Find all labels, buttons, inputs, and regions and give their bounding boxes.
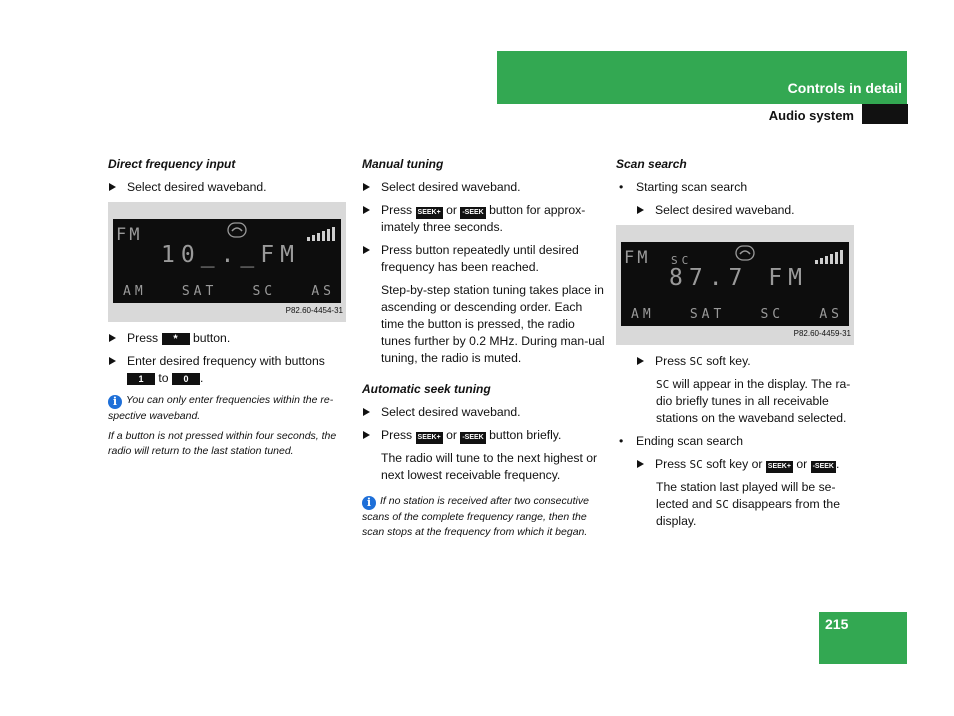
seek-plus-key: SEEK+ [766, 461, 793, 473]
paragraph [616, 376, 861, 427]
step-text: button briefly. [489, 428, 562, 442]
bullet-item [616, 433, 861, 450]
soft-key-sc: SC [760, 307, 785, 322]
arrow-icon [363, 431, 370, 439]
section-tab-marker [862, 104, 908, 124]
step-text: Press button repeatedly until desired frequency has been reached. [381, 243, 579, 274]
step [362, 427, 607, 444]
step-text: Select desired waveband. [127, 180, 267, 194]
info-note [362, 494, 607, 540]
bullet-text: Starting scan search [636, 180, 748, 194]
signal-strength-icon [307, 227, 335, 241]
step-text: to [158, 371, 169, 385]
soft-key-am: AM [631, 307, 655, 322]
step-text: button for approx-imately three seconds. [381, 203, 586, 234]
heading-manual-tuning: Manual tuning [362, 157, 444, 171]
seek-minus-key: -SEEK [811, 461, 836, 473]
key-1: 1 [127, 373, 155, 385]
seek-minus-key: -SEEK [460, 207, 485, 219]
bullet-text: Ending scan search [636, 434, 744, 448]
step-text: Press [127, 331, 159, 345]
heading-direct-frequency: Direct frequency input [108, 157, 236, 171]
soft-key-sat: SAT [689, 307, 726, 322]
bullet-dot-icon: • [619, 180, 624, 194]
arrow-icon [637, 460, 644, 468]
heading-automatic-seek: Automatic seek tuning [362, 382, 491, 396]
step-text: or [796, 457, 808, 471]
display-frequency: 87.7 FM [669, 265, 808, 291]
display-band: FM [624, 248, 651, 268]
paragraph: Step-by-step station tuning takes place in ascending or descending order. Each time the button is pressed, the radio tunes further by 0.2 MHz. During man-ual tuning, the radio is muted. [381, 283, 605, 365]
soft-key-am: AM [123, 284, 147, 299]
key-0: 0 [172, 373, 200, 385]
step-text: button. [192, 331, 231, 345]
step-text: or [446, 203, 457, 217]
paragraph: The radio will tune to the next highest or next lowest receivable frequency. [381, 451, 598, 482]
seek-plus-key: SEEK+ [416, 207, 443, 219]
note-text: If no station is received after two consecutive scans of the complete frequency range, then the scan stops at the frequency from which it began. [362, 495, 589, 538]
arrow-icon [363, 183, 370, 191]
star-key: * [162, 333, 190, 345]
step [108, 353, 353, 387]
step [362, 242, 607, 276]
column-manual-tuning [362, 156, 607, 545]
step-text: Select desired waveband. [655, 203, 795, 217]
step-text: soft key or [706, 457, 763, 471]
seek-plus-key: SEEK+ [416, 432, 443, 444]
soft-key-as: AS [819, 307, 843, 322]
telephone-icon [735, 245, 755, 261]
note-text: You can only enter frequencies within the re-spective waveband. [108, 394, 334, 422]
step [362, 404, 607, 421]
step [362, 179, 607, 196]
step: Press SC soft key or SEEK+ or -SEEK . [636, 456, 861, 473]
note-text: If a button is not pressed within four seconds, the radio will return to the last station tuned. [108, 430, 337, 457]
step [108, 330, 353, 347]
step-text: . [199, 371, 204, 385]
figure-code: P82.60-4454-31 [285, 306, 343, 315]
step [108, 179, 353, 196]
step-text: Press [381, 203, 413, 217]
radio-display [113, 219, 341, 303]
step-text: soft key. [706, 354, 751, 368]
radio-display-figure [108, 202, 346, 322]
step-text: Select desired waveband. [381, 180, 521, 194]
bullet-item [616, 179, 861, 196]
step-text: Select desired waveband. [381, 405, 521, 419]
radio-display [621, 242, 849, 326]
signal-strength-icon [815, 250, 843, 264]
sc-label: SC [689, 355, 703, 368]
sc-label: SC [656, 378, 670, 391]
display-band: FM [116, 225, 143, 245]
info-icon: i [108, 395, 122, 409]
arrow-icon [637, 357, 644, 365]
radio-display-figure [616, 225, 854, 345]
paragraph [616, 479, 861, 530]
sc-label: SC [689, 458, 703, 471]
bullet-dot-icon: • [619, 434, 624, 448]
step-text: Press [655, 354, 687, 368]
step [636, 202, 861, 219]
step [636, 353, 861, 370]
column-direct-frequency [108, 156, 353, 464]
soft-key-as: AS [311, 284, 335, 299]
subsection-title: Audio system [768, 108, 854, 123]
paragraph-text: The station last played will be se-lected and [656, 480, 836, 511]
step [362, 202, 607, 236]
display-sc: SC [671, 254, 693, 267]
paragraph-text: disappears from the display. [656, 497, 840, 528]
display-soft-keys [123, 283, 335, 300]
figure-code: P82.60-4459-31 [793, 329, 851, 338]
arrow-icon [363, 246, 370, 254]
sc-label: SC [715, 498, 729, 511]
paragraph-text: will appear in the display. The ra-dio briefly tunes in all receivable stations on the waveband selected. [656, 377, 851, 425]
arrow-icon [109, 183, 116, 191]
step-text: or [446, 428, 457, 442]
info-note [108, 393, 353, 424]
display-frequency: 10_._FM [161, 242, 300, 268]
page-number: 215 [825, 616, 849, 632]
step-text: Enter desired frequency with buttons [127, 354, 325, 368]
arrow-icon [109, 357, 116, 365]
info-icon: i [362, 496, 376, 510]
seek-minus-key: -SEEK [460, 432, 485, 444]
telephone-icon [227, 222, 247, 238]
step-text: Press [655, 457, 687, 471]
soft-key-sc: SC [252, 284, 277, 299]
column-scan-search [616, 156, 861, 536]
arrow-icon [637, 206, 644, 214]
arrow-icon [109, 334, 116, 342]
soft-key-sat: SAT [181, 284, 218, 299]
display-soft-keys [631, 306, 843, 323]
step-text: Press [381, 428, 413, 442]
arrow-icon [363, 206, 370, 214]
arrow-icon [363, 408, 370, 416]
heading-scan-search: Scan search [616, 157, 687, 171]
section-title: Controls in detail [787, 80, 902, 96]
header-band [497, 51, 907, 104]
